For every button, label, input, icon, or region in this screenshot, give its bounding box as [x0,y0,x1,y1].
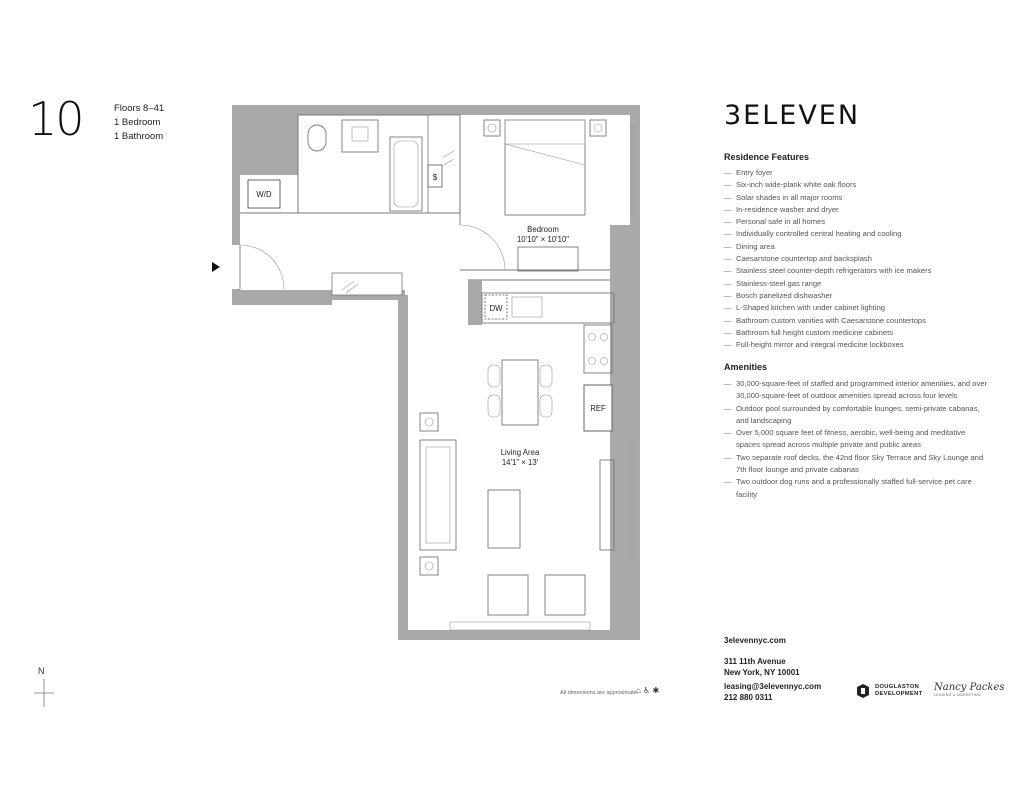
feature-item: — Bathroom custom vanities with Caesarstone countertops [724,315,994,327]
wd-label: W/D [256,190,272,199]
address-line1: 311 11th Avenue [724,657,786,666]
phone-number: 212 880 0311 [724,693,773,702]
accessibility-icons: ⌂ ♿ ✱ [636,686,660,695]
feature-item: — Caesarstone countertop and backsplash [724,253,994,265]
living-dims: 14'1" × 13' [501,458,539,467]
safe-label: $ [432,173,438,182]
address-line2: New York, NY 10001 [724,668,800,677]
developer-logo [855,684,922,698]
douglaston-mark-icon [855,684,871,698]
amenity-item: — Outdoor pool surrounded by comfortable lounges, semi-private cabanas, and landscaping [724,403,989,428]
ref-label: REF [590,404,606,413]
feature-item: — Six-inch wide-plank white oak floors [724,179,994,191]
unit-bathrooms: 1 Bathroom [114,131,164,142]
amenities-title: Amenities [724,362,768,372]
bedroom-label: Bedroom [527,225,559,234]
dw-label: DW [489,304,503,313]
feature-item: — In-residence washer and dryer [724,204,994,216]
floor-plan [200,95,660,655]
amenity-item: — Two separate roof decks, the 42nd floor Sky Terrace and Sky Lounge and 7th floor lounge and private cabanas [724,452,989,477]
email-link[interactable]: leasing@3elevennyc.com [724,682,822,691]
partner-sub: LEASING & MARKETING [934,693,982,697]
amenity-item: — Two outdoor dog runs and a professionally staffed full-service pet care facility [724,476,989,501]
washer-dryer [248,180,280,208]
feature-item: — Personal safe in all homes [724,216,994,228]
feature-item: — Dining area [724,241,994,253]
feature-item: — L-Shaped kitchen with under cabinet lighting [724,302,994,314]
partner-logo [934,682,1005,697]
feature-item: — Bathroom full height custom medicine cabinets [724,327,994,339]
north-label: N [38,666,45,676]
partner-script: Nancy Packes [934,682,1005,693]
residence-features-title: Residence Features [724,152,810,162]
amenity-item: — 30,000-square-feet of staffed and programmed interior amenities, and over 30,000-square-feet of outdoor amenities spread across four levels [724,378,989,403]
developer-line1: DOUGLASTON [875,684,920,690]
living-label: Living Area [500,448,540,457]
brand-logo: 3ELEVEN [724,100,861,131]
feature-item: — Stainless steel counter-depth refrigerators with ice makers [724,265,994,277]
amenities-list [724,378,989,501]
unit-number: 10 [28,92,83,146]
entry-arrow-icon [212,262,220,272]
feature-item: — Individually controlled central heating and cooling [724,228,994,240]
feature-item: — Bosch panelized dishwasher [724,290,994,302]
bedroom-dims: 10'10" × 10'10" [516,235,570,244]
unit-bedrooms: 1 Bedroom [114,117,161,128]
feature-item: — Entry foyer [724,167,994,179]
residence-features-list [724,167,994,351]
website-link[interactable]: 3elevennyc.com [724,636,786,645]
amenity-item: — Over 5,000 square feet of fitness, aerobic, well-being and meditative spaces spread across multiple private and public areas [724,427,989,452]
unit-floors: Floors 8–41 [114,103,165,114]
feature-item: — Full-height mirror and integral medicine lockboxes [724,339,994,351]
developer-line2: DEVELOPMENT [875,691,923,697]
feature-item: — Solar shades in all major rooms [724,192,994,204]
north-compass-icon [34,676,54,712]
feature-item: — Stainless-steel gas range [724,278,994,290]
unit-info [114,102,164,144]
dimensions-footnote: All dimensions are approximate. [560,690,639,696]
